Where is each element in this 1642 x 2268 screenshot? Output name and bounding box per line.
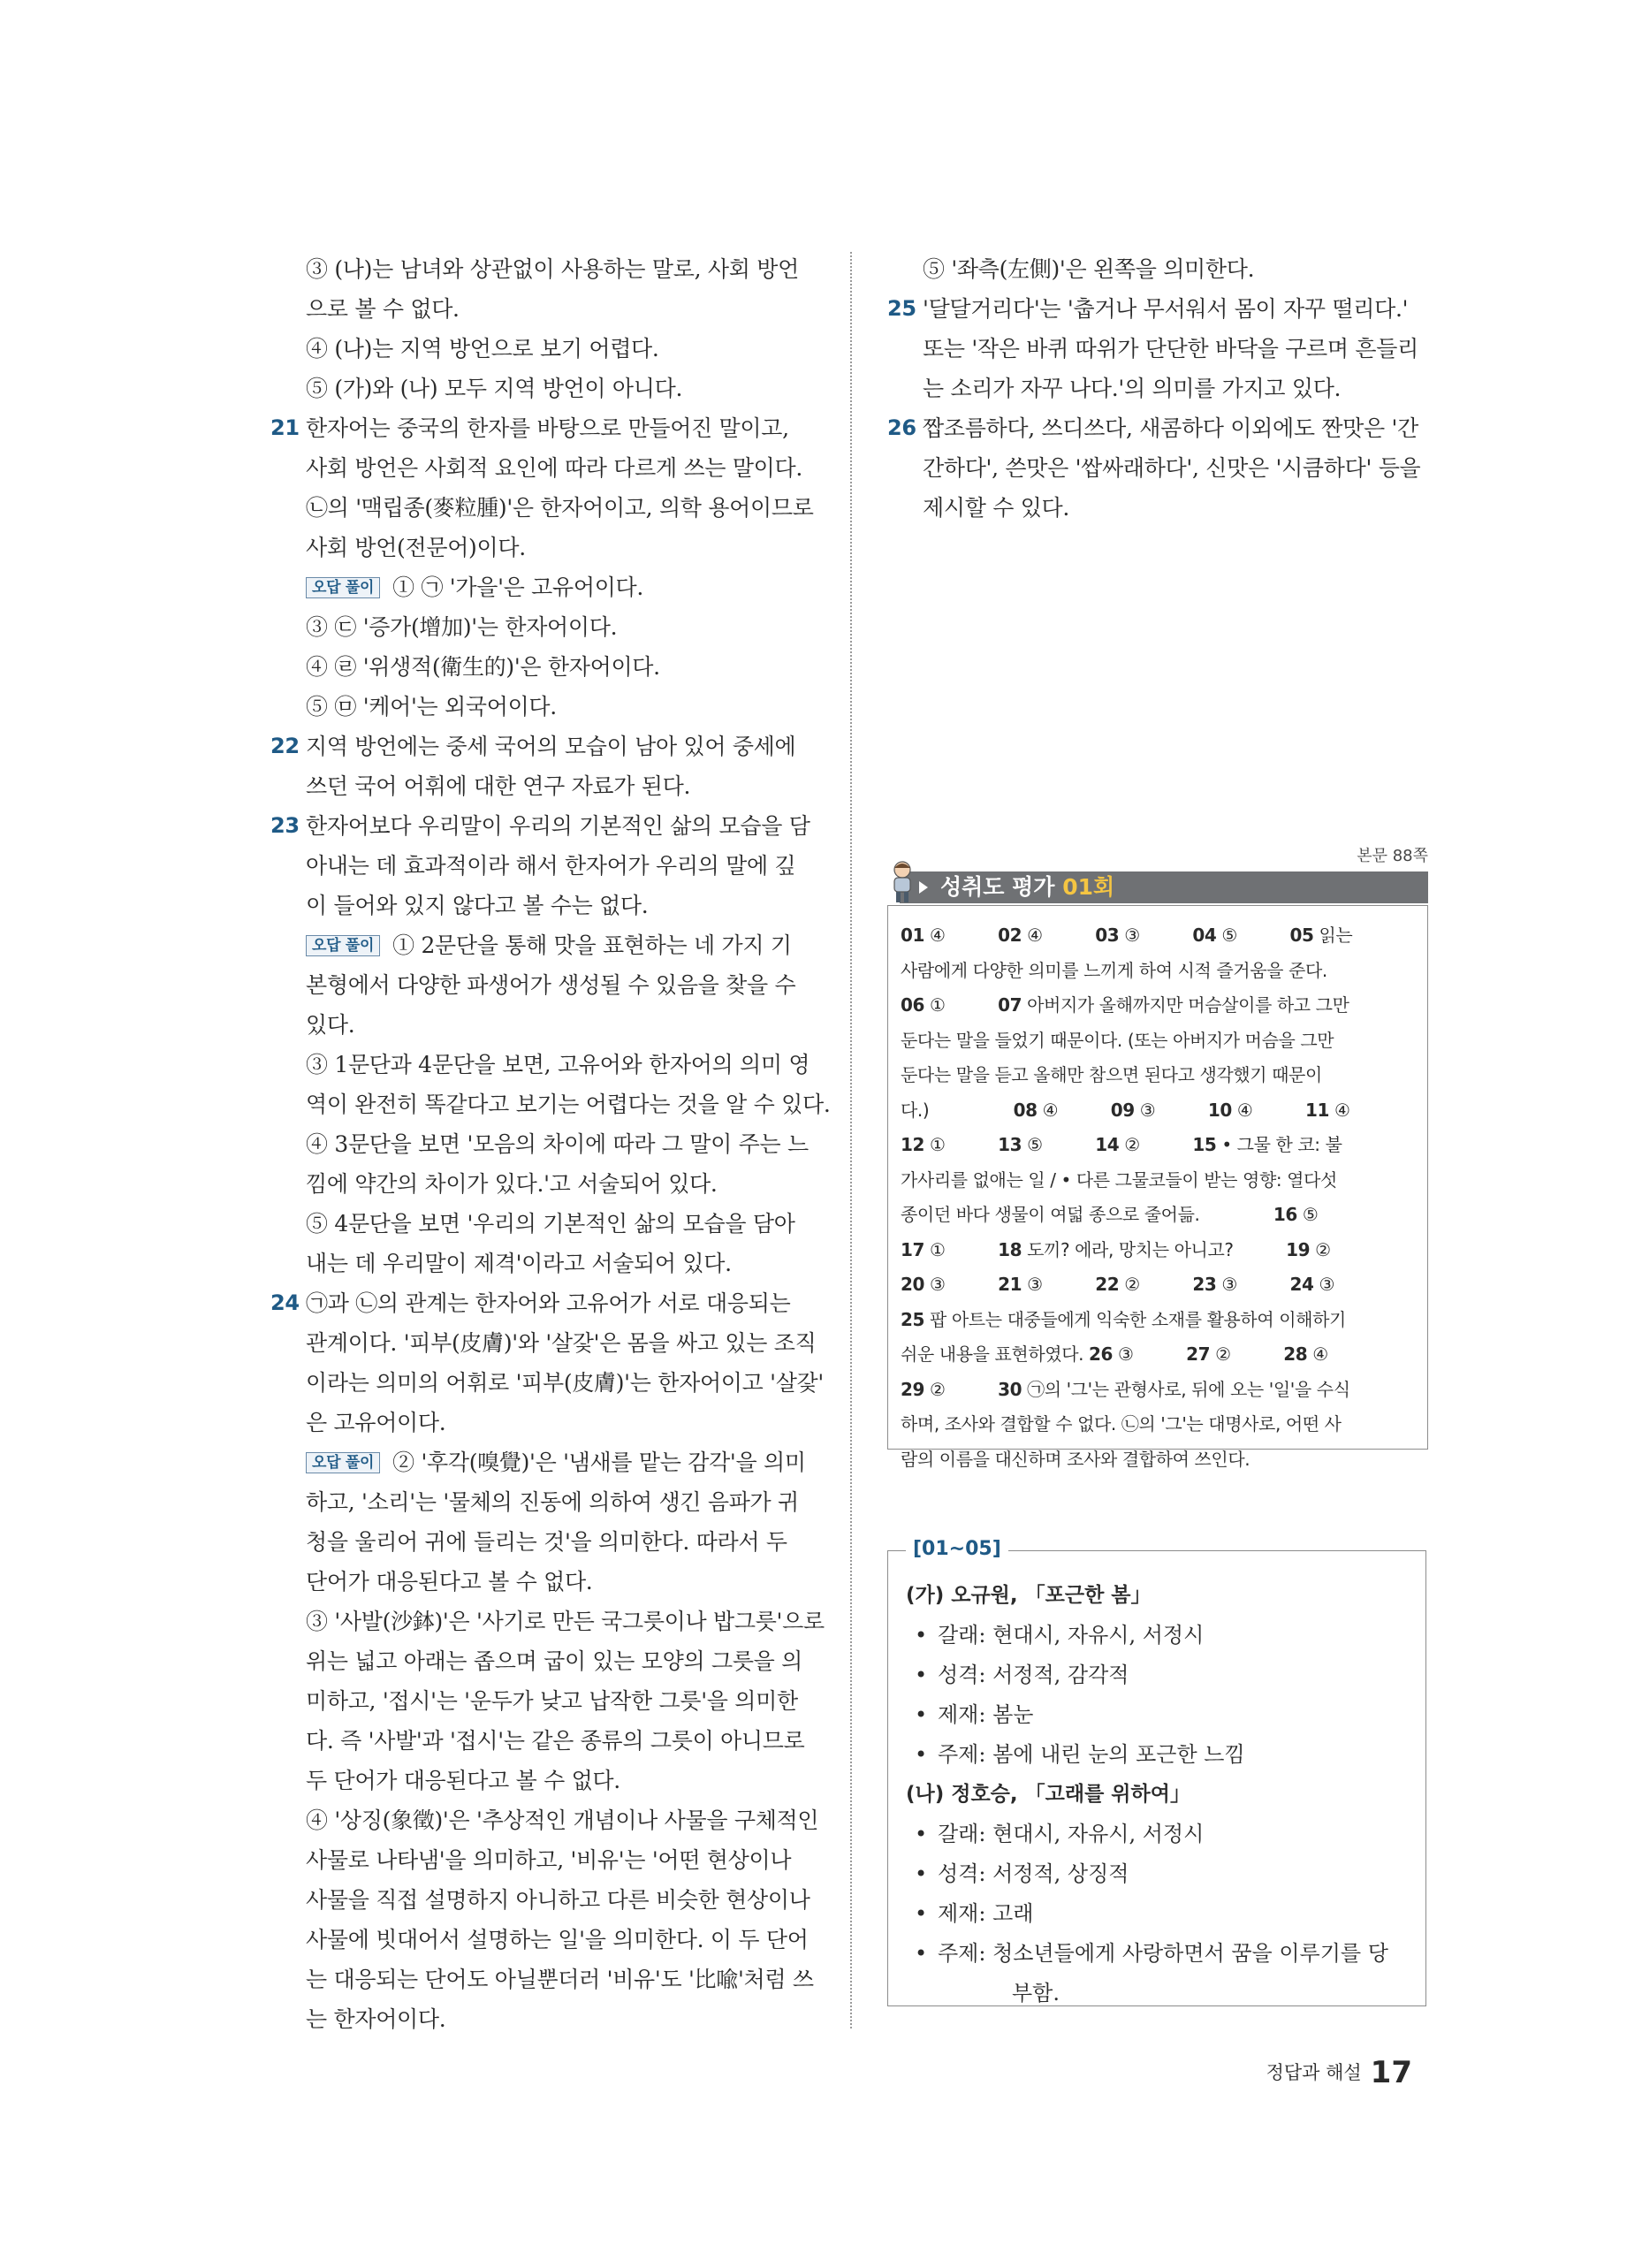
wrong-answer-explanation	[306, 1442, 813, 1482]
text-line: 쓰던 국어 어휘에 대한 연구 자료가 된다.	[306, 773, 691, 799]
answer-row: 25 팝 아트는 대중들에게 익숙한 소재를 활용하여 이해하기	[901, 1308, 1346, 1330]
question-23	[270, 806, 831, 1283]
text-line: ④ 3문단을 보면 '모음의 차이에 따라 그 말이 주는 느	[306, 1131, 809, 1157]
page-number: 17	[1370, 2055, 1412, 2090]
page-footer	[1266, 2055, 1412, 2090]
summary-bullet: • 성격: 서정적, 상징적	[915, 1861, 1129, 1886]
text-line: 한자어는 중국의 한자를 바탕으로 만들어진 말이고,	[306, 415, 789, 441]
text-line: 사물에 빗대어서 설명하는 일'을 의미한다. 이 두 단어	[306, 1927, 809, 1952]
text-line: 있다.	[306, 1012, 355, 1038]
text-line: 내는 데 우리말이 제격'이라고 서술되어 있다.	[306, 1251, 732, 1276]
evaluation-header	[887, 868, 1428, 903]
evaluation-number: 01회	[1062, 874, 1115, 900]
question-number: 25	[887, 296, 916, 321]
summary-bullet: • 성격: 서정적, 감각적	[915, 1663, 1129, 1687]
text-line: 두 단어가 대응된다고 볼 수 없다.	[306, 1768, 620, 1793]
summary-bullet: • 갈래: 현대시, 자유시, 서정시	[915, 1623, 1205, 1648]
text-line: 는 대응되는 단어도 아닐뿐더러 '비유'도 '比喩'처럼 쓰	[306, 1967, 814, 1992]
question-24	[270, 1283, 825, 2039]
text-line: 역이 완전히 똑같다고 보기는 어렵다는 것을 알 수 있다.	[306, 1092, 831, 1117]
answer-row: 12 ① 13 ⑤ 14 ② 15 • 그물 한 코: 불	[901, 1134, 1342, 1155]
text-line: 위는 넓고 아래는 좁으며 굽이 있는 모양의 그릇을 의	[306, 1648, 803, 1674]
question-number: 23	[270, 813, 300, 838]
poem-title: (나) 정호승, 「고래를 위하여」	[906, 1783, 1190, 1806]
text-line: 사회 방언은 사회적 요인에 따라 다르게 쓰는 말이다.	[306, 455, 803, 481]
question-number: 24	[270, 1290, 300, 1315]
text-line: 또는 '작은 바퀴 따위가 단단한 바닥을 구르며 흔들리	[923, 336, 1418, 362]
question-26	[887, 408, 1428, 528]
wrong-answer-explanation	[306, 925, 813, 965]
text-line: 다. 즉 '사발'과 '접시'는 같은 종류의 그릇이 아니므로	[306, 1728, 805, 1754]
answer-row: 종이던 바다 생물이 여덟 종으로 줄어듦. 16 ⑤	[901, 1204, 1319, 1225]
text-line: 본형에서 다양한 파생어가 생성될 수 있음을 찾을 수	[306, 972, 796, 998]
summary-bullet: • 제재: 봄눈	[915, 1702, 1034, 1727]
text-line: ④ '상징(象徵)'은 '추상적인 개념이나 사물을 구체적인	[306, 1808, 819, 1833]
text-line: ⑤ 4문단을 보면 '우리의 기본적인 삶의 모습을 담아	[306, 1211, 795, 1237]
question-number: 26	[887, 415, 916, 440]
text-line: ⑤ ㉤ '케어'는 외국어이다.	[306, 694, 557, 719]
column-divider	[850, 252, 852, 2028]
text-line: 아내는 데 효과적이라 해서 한자어가 우리의 말에 깊	[306, 853, 796, 879]
summary-bullet: • 주제: 봄에 내린 눈의 포근한 느낌	[915, 1742, 1245, 1767]
question-25	[887, 289, 1428, 408]
text-line: 이 들어와 있지 않다고 볼 수는 없다.	[306, 893, 649, 918]
text-line: 사회 방언(전문어)이다.	[306, 535, 526, 560]
text-line: 청을 울리어 귀에 들리는 것'을 의미한다. 따라서 두	[306, 1529, 787, 1555]
text-line: ⑤ (가)와 (나) 모두 지역 방언이 아니다.	[306, 376, 683, 401]
text-line: ③ '사발(沙鉢)'은 '사기로 만든 국그릇이나 밥그릇'으로	[306, 1609, 825, 1634]
text-line: 간하다', 쓴맛은 '쌉싸래하다', 신맛은 '시큼하다' 등을	[923, 455, 1421, 481]
evaluation-title-bar	[900, 871, 1428, 903]
answer-row: 06 ① 07 아버지가 올해까지만 머슴살이를 하고 그만	[901, 994, 1349, 1016]
text-line: ③ ㉢ '증가(增加)'는 한자어이다.	[306, 614, 618, 640]
question-22	[270, 727, 813, 806]
text-line: 사물을 직접 설명하지 아니하고 다른 비슷한 현상이나	[306, 1887, 810, 1913]
answer-row: 둔다는 말을 듣고 올해만 참으면 된다고 생각했기 때문이	[901, 1064, 1322, 1085]
wrong-answer-explanation	[306, 567, 813, 607]
text-line: 지역 방언에는 중세 국어의 모습이 남아 있어 중세에	[306, 734, 796, 759]
summary-bullet: • 주제: 청소년들에게 사랑하면서 꿈을 이루기를 당 부함.	[915, 1941, 1388, 2005]
poem-title: (가) 오규원, 「포근한 봄」	[906, 1584, 1152, 1607]
text-line: ④ ㉣ '위생적(衛生的)'은 한자어이다.	[306, 654, 660, 680]
answer-row: 17 ① 18 도끼? 에라, 망치는 아니고? 19 ②	[901, 1238, 1331, 1260]
answer-key-box	[887, 905, 1428, 1470]
question-21	[270, 408, 813, 727]
text-line: 은 고유어이다.	[306, 1410, 446, 1435]
page-reference: 본문 88쪽	[1357, 847, 1428, 865]
text-line: 단어가 대응된다고 볼 수 없다.	[306, 1569, 593, 1594]
poem-summary-box	[887, 1538, 1426, 2006]
play-arrow-icon	[919, 881, 928, 894]
answer-row: 01 ④ 02 ④ 03 ③ 04 ⑤ 05 읽는	[901, 925, 1353, 946]
text-line: 는 소리가 자꾸 나다.'의 의미를 가지고 있다.	[923, 376, 1342, 401]
answer-row: 20 ③ 21 ③ 22 ② 23 ③ 24 ③	[901, 1274, 1334, 1295]
text-line: 이라는 의미의 어휘로 '피부(皮膚)'는 한자어이고 '살갗'	[306, 1370, 824, 1396]
text-line: ⑤ '좌측(左側)'은 왼쪽을 의미한다.	[923, 256, 1255, 282]
left-column	[270, 249, 831, 2039]
text-line: ① 2문단을 통해 맛을 표현하는 네 가지 기	[392, 932, 792, 958]
text-line: ㉡의 '맥립종(麥粒腫)'은 한자어이고, 의학 용어이므로	[306, 495, 814, 521]
text-line: '달달거리다'는 '춥거나 무서워서 몸이 자꾸 떨리다.'	[923, 296, 1409, 322]
summary-range-tag: [01~05]	[906, 1535, 1008, 1564]
answer-row: 람의 이름을 대신하며 조사와 결합하여 쓰인다.	[901, 1448, 1251, 1470]
intro-options	[270, 249, 813, 408]
evaluation-title: 성취도 평가 01회	[940, 874, 1115, 900]
text-line: ① ㉠ '가을'은 고유어이다.	[392, 575, 644, 600]
answer-row: 하며, 조사와 결합할 수 없다. ㉡의 '그'는 대명사로, 어떤 사	[901, 1413, 1342, 1435]
footer-label: 정답과 해설	[1266, 2062, 1362, 2083]
right-column	[887, 249, 1428, 2017]
text-line: 짭조름하다, 쓰디쓰다, 새콤하다 이외에도 짠맛은 '간	[923, 415, 1418, 441]
text-line: ㉠과 ㉡의 관계는 한자어와 고유어가 서로 대응되는	[306, 1290, 791, 1316]
summary-bullet: • 갈래: 현대시, 자유시, 서정시	[915, 1822, 1205, 1846]
answer-row: 둔다는 말을 들었기 때문이다. (또는 아버지가 머슴을 그만	[901, 1029, 1334, 1051]
answer-row: 다.) 08 ④ 09 ③ 10 ④ 11 ④	[901, 1099, 1350, 1121]
wrong-answer-badge: 오답 풀이	[306, 935, 380, 956]
text-line: 한자어보다 우리말이 우리의 기본적인 삶의 모습을 담	[306, 813, 810, 839]
text-line: ③ 1문단과 4문단을 보면, 고유어와 한자어의 의미 영	[306, 1052, 810, 1077]
text-line: 낌에 약간의 차이가 있다.'고 서술되어 있다.	[306, 1171, 718, 1197]
summary-bullet: • 제재: 고래	[915, 1901, 1034, 1926]
answer-row: 가사리를 없애는 일 / • 다른 그물코들이 받는 영향: 열다섯	[901, 1168, 1337, 1191]
text-line: 으로 볼 수 없다.	[306, 296, 460, 322]
answer-row: 29 ② 30 ㉠의 '그'는 관형사로, 뒤에 오는 '일'을 수식	[901, 1378, 1350, 1400]
text-line: 미하고, '접시'는 '운두가 낮고 납작한 그릇'을 의미한	[306, 1688, 798, 1714]
text-line: ② '후각(嗅覺)'은 '냄새를 맡는 감각'을 의미	[392, 1450, 806, 1475]
text-line: 하고, '소리'는 '물체의 진동에 의하여 생긴 음파가 귀	[306, 1489, 799, 1515]
student-mascot-icon	[887, 859, 917, 905]
wrong-answer-badge: 오답 풀이	[306, 1452, 380, 1473]
question-number: 22	[270, 734, 300, 758]
text-line: 사물로 나타냄'을 의미하고, '비유'는 '어떤 현상이나	[306, 1847, 792, 1873]
text-line: 관계이다. '피부(皮膚)'와 '살갗'은 몸을 싸고 있는 조직	[306, 1330, 817, 1356]
text-line: ④ (나)는 지역 방언으로 보기 어렵다.	[306, 336, 659, 362]
text-line: 는 한자어이다.	[306, 2006, 446, 2032]
answer-row: 사람에게 다양한 의미를 느끼게 하여 시적 즐거움을 준다.	[901, 959, 1327, 981]
answer-row: 쉬운 내용을 표현하였다. 26 ③ 27 ② 28 ④	[901, 1343, 1328, 1365]
text-line: ③ (나)는 남녀와 상관없이 사용하는 말로, 사회 방언	[306, 256, 799, 282]
wrong-answer-badge: 오답 풀이	[306, 577, 380, 598]
text-line: 제시할 수 있다.	[923, 495, 1070, 521]
intro-option	[887, 249, 1428, 289]
question-number: 21	[270, 415, 300, 440]
